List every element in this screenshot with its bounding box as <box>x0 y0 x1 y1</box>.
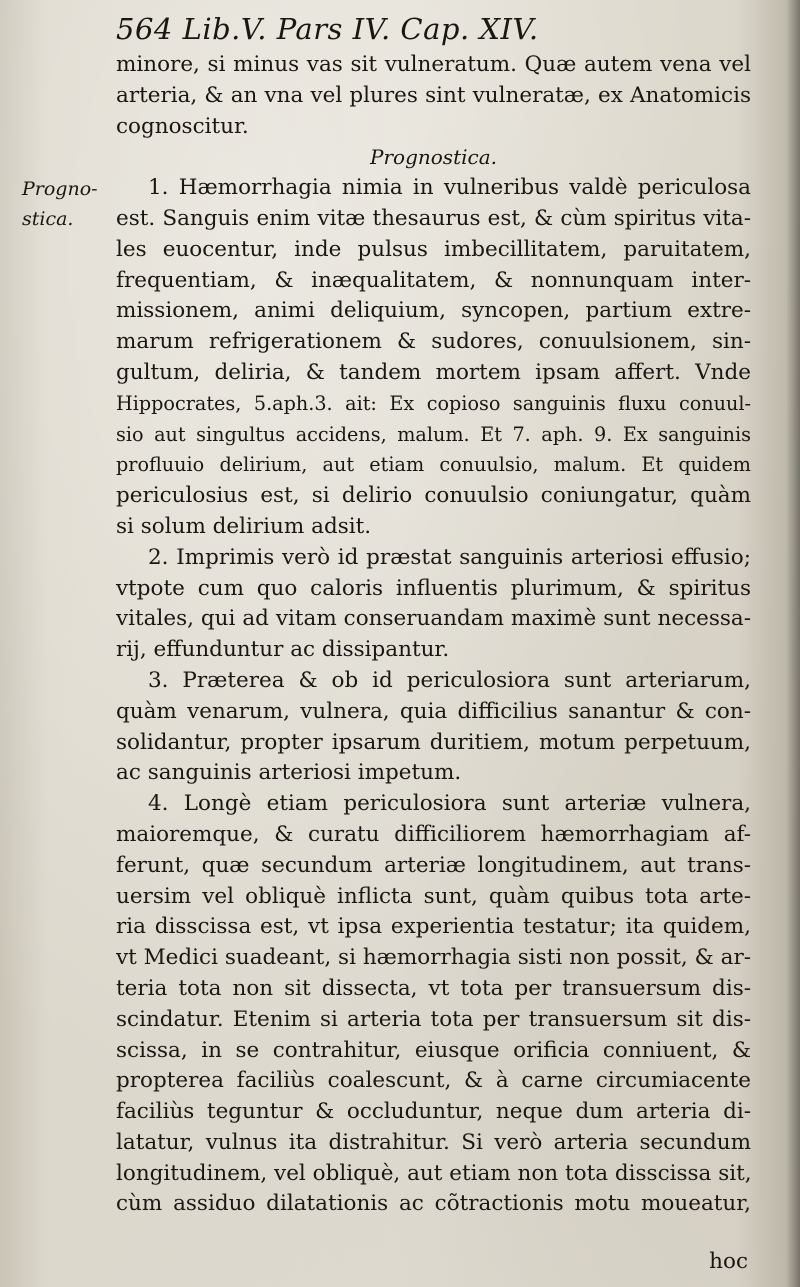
margin-note-line-2: stica. <box>22 208 74 230</box>
margin-note <box>22 174 98 234</box>
text-line: solidantur, propter ipsarum duritiem, motum perpetuum, <box>116 729 751 755</box>
text-line: cognoscitur. <box>116 113 249 139</box>
text-line: arteria, & an vna vel plures sint vulneratæ, ex Anatomicis <box>116 82 751 108</box>
catchword: hoc <box>709 1249 748 1274</box>
text-line: vt Medici suadeant, si hæmorrhagia sisti non possit, & ar- <box>116 945 751 971</box>
text-line: sio aut singultus accidens, malum. Et 7. aph. 9. Ex sanguinis <box>116 422 751 446</box>
text-line: si solum delirium adsit. <box>116 513 372 539</box>
text-line: est. Sanguis enim vitæ thesaurus est, & cùm spiritus vita- <box>116 205 751 231</box>
text-line: longitudinem, vel obliquè, aut etiam non tota disscissa sit, <box>116 1160 752 1186</box>
text-line: ac sanguinis arteriosi impetum. <box>116 760 462 786</box>
text-line: quàm venarum, vulnera, quia difficilius sanantur & con- <box>116 698 751 724</box>
running-head: 564 Lib.V. Pars IV. Cap. XIV. <box>116 12 539 46</box>
text-line: 1. Hæmorrhagia nimia in vulneribus valdè periculosa <box>148 175 751 201</box>
text-line: gultum, deliria, & tandem mortem ipsam affert. Vnde <box>116 359 751 385</box>
text-line: minore, si minus vas sit vulneratum. Quæ autem vena vel <box>116 52 751 77</box>
text-line: vitales, qui ad vitam conseruandam maximè sunt necessa- <box>116 606 751 632</box>
text-line: rij, effunduntur ac dissipantur. <box>116 637 450 663</box>
text-line: teria tota non sit dissecta, vt tota per transuersum dis- <box>116 975 751 1001</box>
text-line: vtpote cum quo caloris influentis plurimum, & spiritus <box>116 575 751 601</box>
text-line: ferunt, quæ secundum arteriæ longitudinem, aut trans- <box>116 852 751 878</box>
text-line: les euocentur, inde pulsus imbecillitatem, paruitatem, <box>116 236 751 262</box>
text-line: scindatur. Etenim si arteria tota per transuersum sit dis- <box>116 1006 751 1032</box>
text-line: frequentiam, & inæqualitatem, & nonnunquam inter- <box>116 267 751 293</box>
text-line: ria disscissa est, vt ipsa experientia testatur; ita quidem, <box>116 914 751 940</box>
page-edge-shadow <box>786 0 800 1287</box>
text-line: cùm assiduo dilatationis ac cõtractionis motu moueatur, <box>116 1191 751 1217</box>
section-subheading: Prognostica. <box>370 145 497 170</box>
text-line: scissa, in se contrahitur, eiusque orificia conniuent, & <box>116 1037 751 1063</box>
text-line: propterea faciliùs coalescunt, & à carne circumiacente <box>116 1068 751 1094</box>
text-line: marum refrigerationem & sudores, conuulsionem, sin- <box>116 329 751 355</box>
margin-note-line-1: Progno- <box>22 178 98 200</box>
text-line: maioremque, & curatu difficiliorem hæmorrhagiam af- <box>116 821 751 847</box>
text-line: periculosius est, si delirio conuulsio coniungatur, quàm <box>116 483 751 509</box>
text-line: faciliùs teguntur & occluduntur, neque dum arteria di- <box>116 1099 751 1125</box>
text-line: missionem, animi deliquium, syncopen, partium extre- <box>116 298 751 324</box>
text-line: 2. Imprimis verò id præstat sanguinis arteriosi effusio; <box>148 544 751 570</box>
body-text <box>116 50 751 1220</box>
text-line: uersim vel obliquè inflicta sunt, quàm quibus tota arte- <box>116 883 751 909</box>
text-line: latatur, vulnus ita distrahitur. Si verò arteria secundum <box>116 1129 751 1155</box>
text-line: 4. Longè etiam periculosiora sunt arteriæ vulnera, <box>148 791 751 817</box>
text-line: Hippocrates, 5.aph.3. ait: Ex copioso sanguinis fluxu conuul- <box>116 391 751 415</box>
text-line: profluuio delirium, aut etiam conuulsio, malum. Et quidem <box>116 453 751 477</box>
text-line: 3. Præterea & ob id periculosiora sunt arteriarum, <box>148 667 751 693</box>
